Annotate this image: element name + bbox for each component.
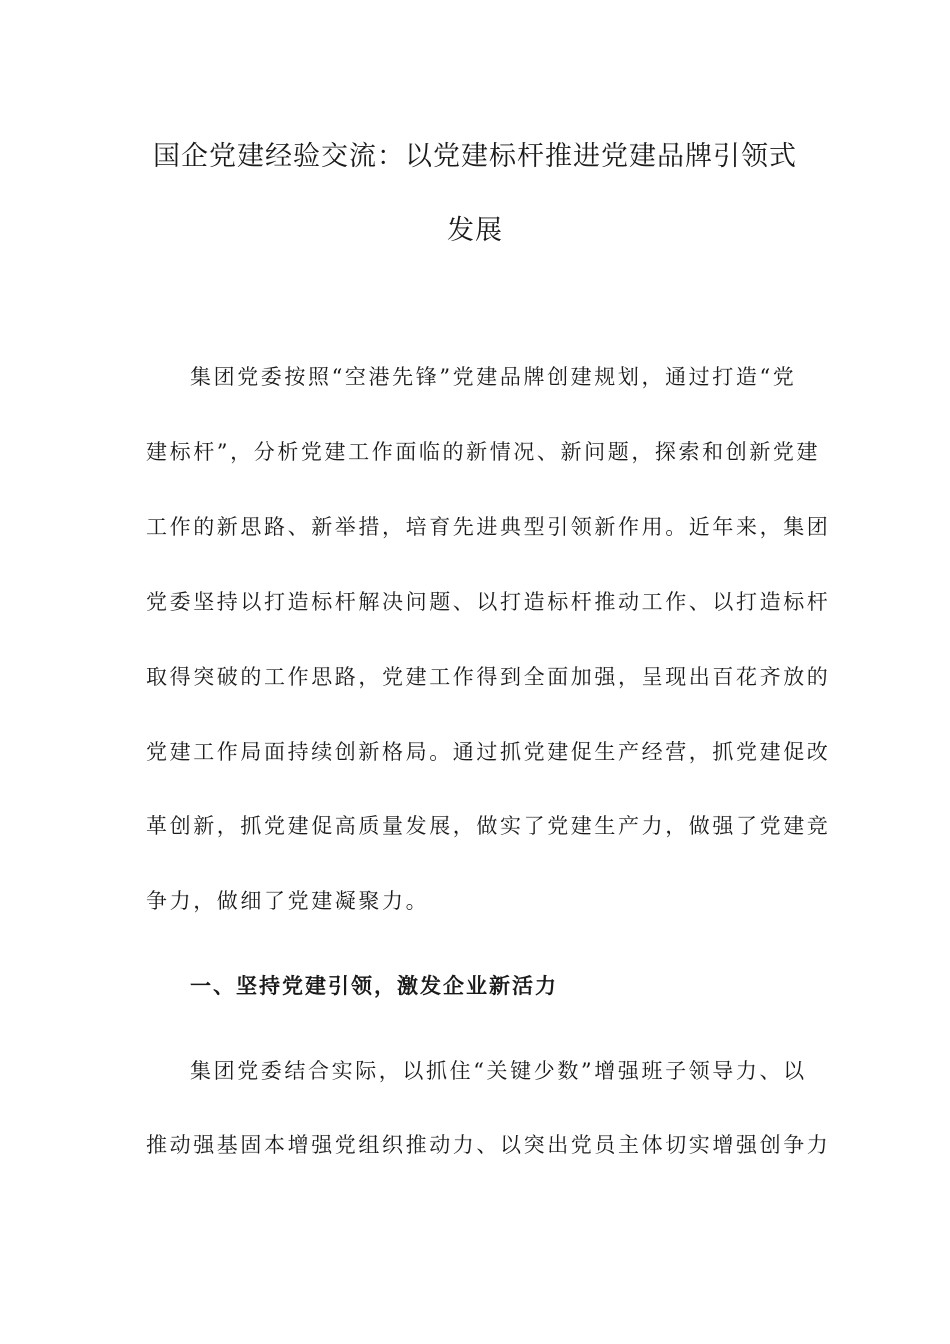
- paragraph-2-line: 集团党委结合实际，以抓住“关键少数”增强班子领导力、以: [190, 1059, 807, 1083]
- paragraph-1-line: 革创新，抓党建促高质量发展，做实了党建生产力，做强了党建竞: [146, 814, 831, 838]
- paragraph-1-line: 党建工作局面持续创新格局。通过抓党建促生产经营，抓党建促改: [146, 740, 831, 764]
- paragraph-1-line: 争力，做细了党建凝聚力。: [146, 889, 430, 913]
- section-heading: 一、坚持党建引领，激发企业新活力: [190, 974, 558, 998]
- paragraph-1-line: 建标杆”，分析党建工作面临的新情况、新问题，探索和创新党建: [146, 440, 821, 464]
- document-title-line-2: 发展: [447, 215, 503, 246]
- paragraph-1-line: 党委坚持以打造标杆解决问题、以打造标杆推动工作、以打造标杆: [146, 590, 831, 614]
- paragraph-1-line: 取得突破的工作思路，党建工作得到全面加强，呈现出百花齐放的: [146, 665, 831, 689]
- paragraph-1-line: 集团党委按照“空港先锋”党建品牌创建规划，通过打造“党: [190, 365, 797, 389]
- document-title-line-1: 国企党建经验交流：以党建标杆推进党建品牌引领式: [153, 141, 797, 172]
- paragraph-1-line: 工作的新思路、新举措，培育先进典型引领新作用。近年来，集团: [146, 515, 831, 539]
- paragraph-2-line: 推动强基固本增强党组织推动力、以突出党员主体切实增强创争力: [146, 1133, 831, 1157]
